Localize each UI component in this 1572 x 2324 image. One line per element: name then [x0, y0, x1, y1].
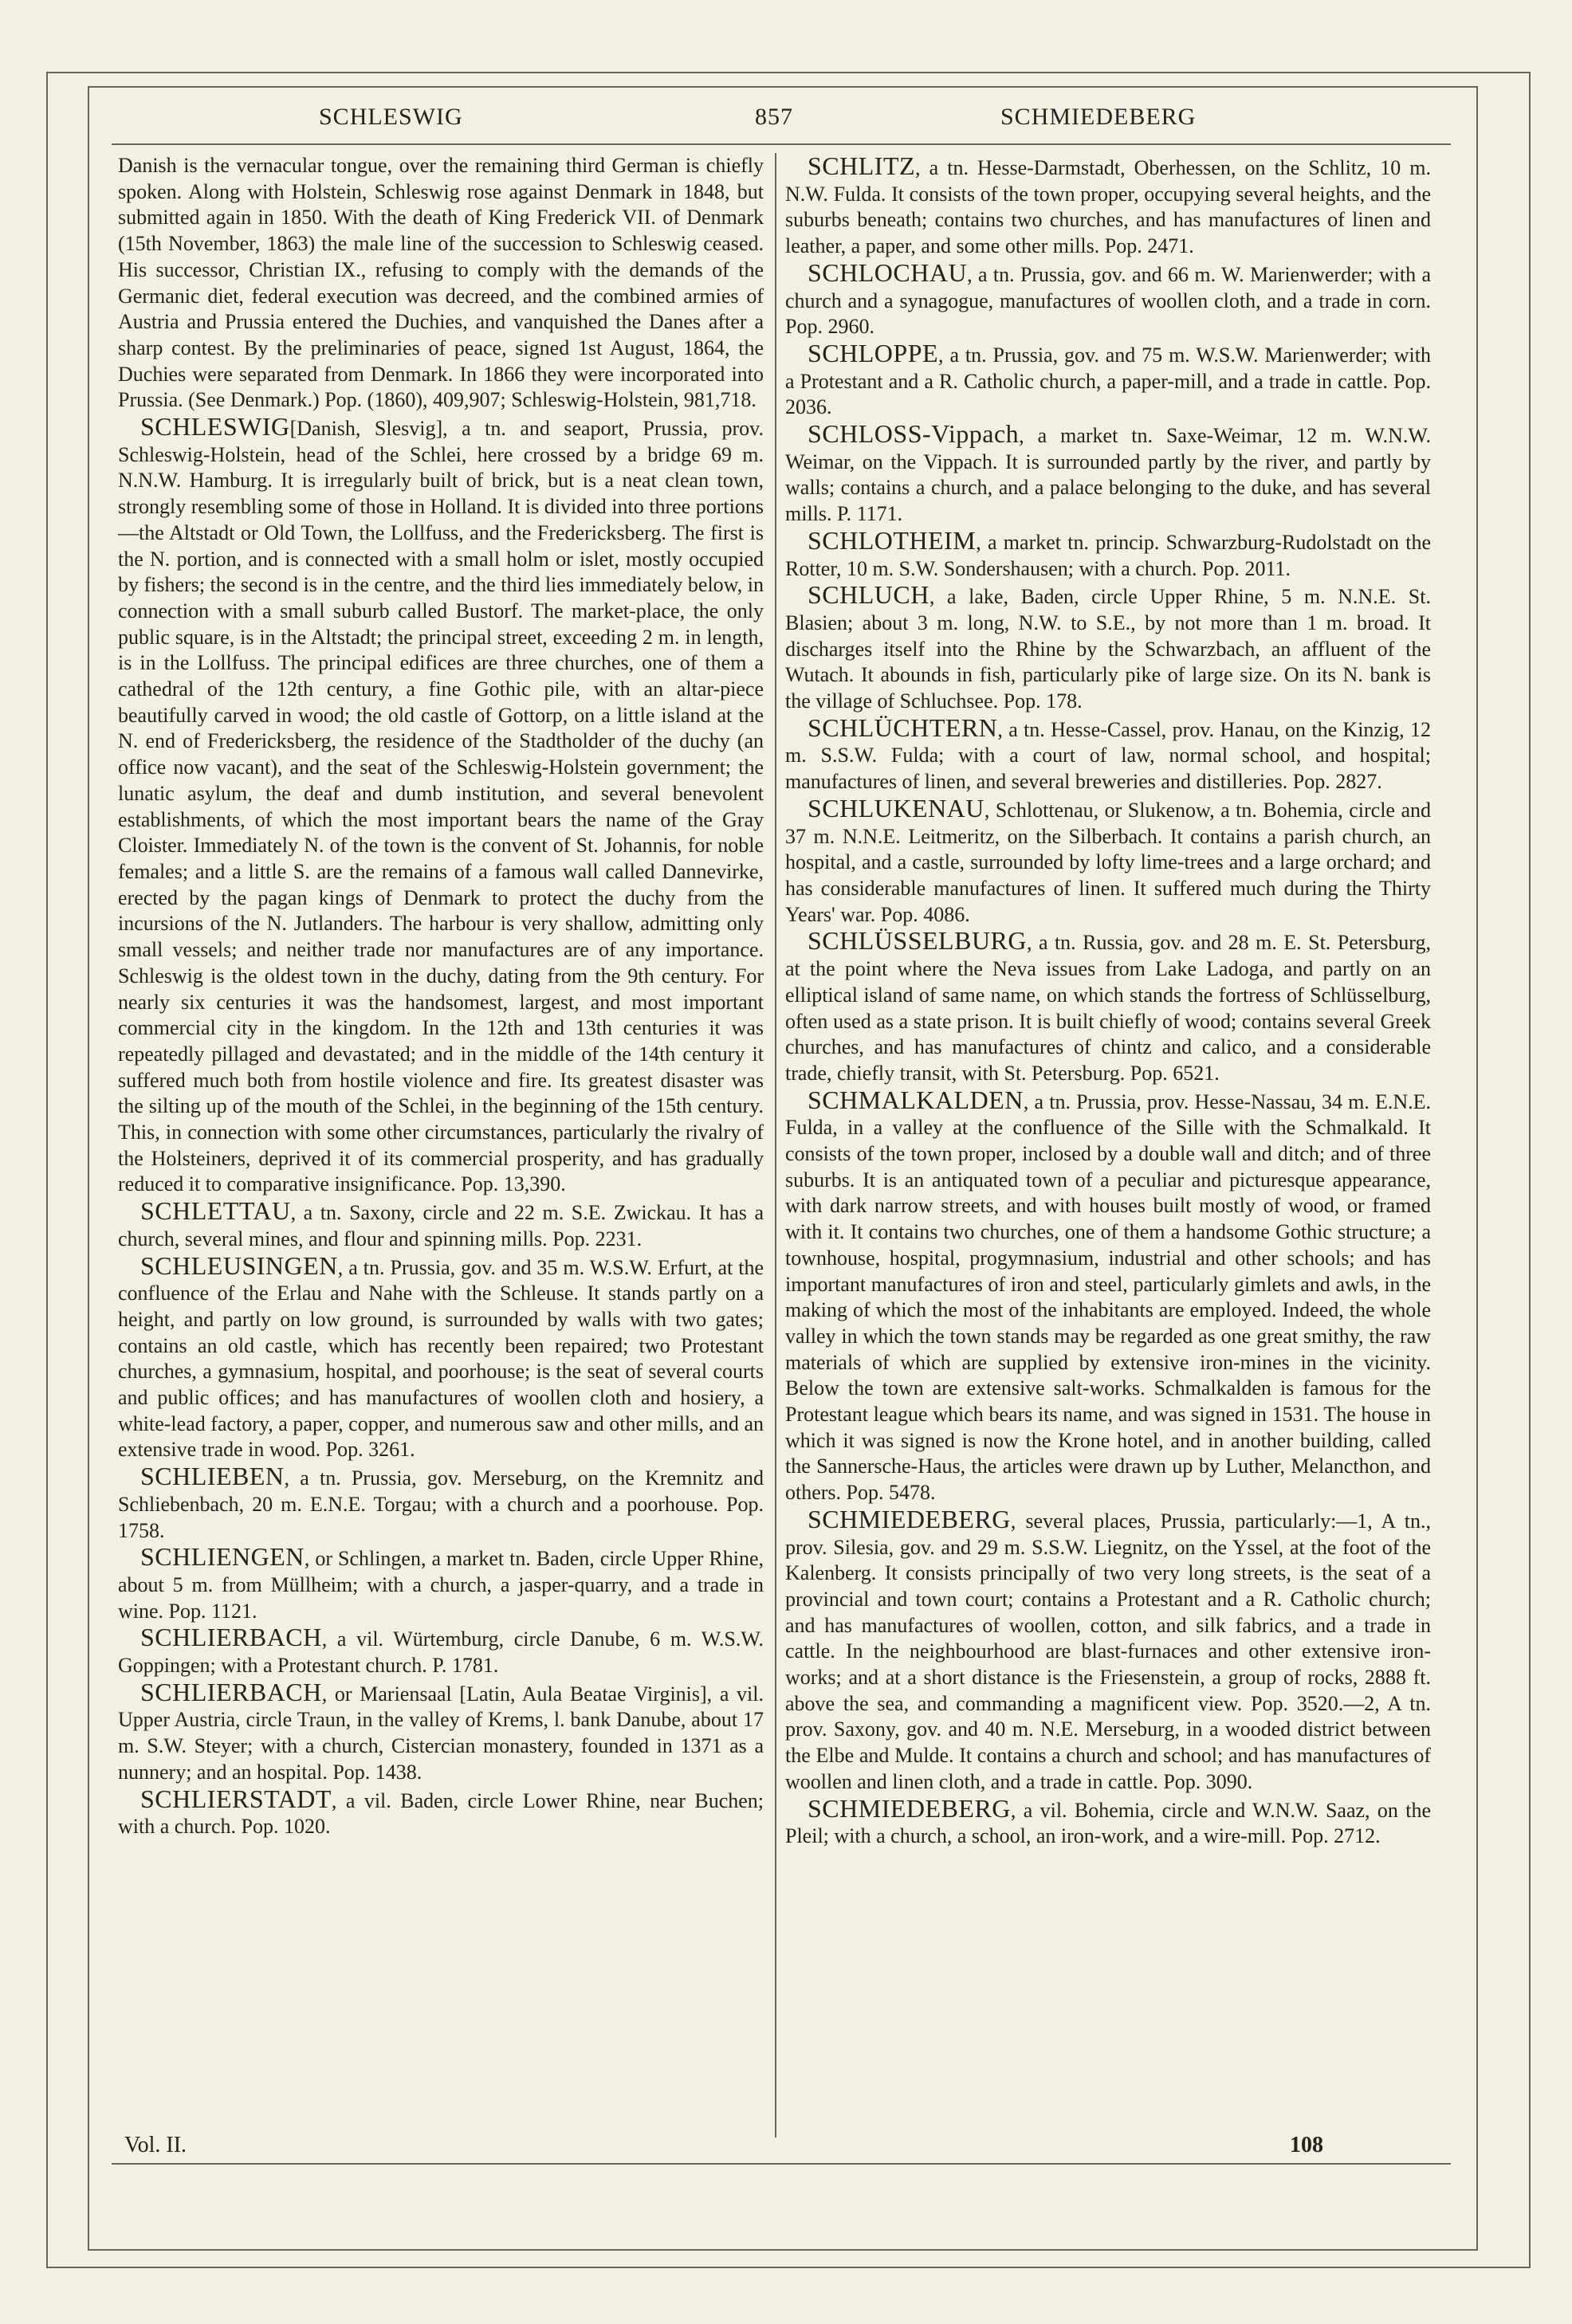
- entry-headword: SCHLESWIG: [140, 412, 290, 442]
- entry-text: , a tn. Hesse-Cassel, prov. Hanau, on the Kinzig, 12 m. S.S.W. Fulda; with a court of law, normal school, and hospital; manufactures of linen, and several breweries and distilleries. Pop. 2827.: [785, 717, 1431, 794]
- entry-text: , a tn. Prussia, gov. and 66 m. W. Marienwerder; with a church and a synagogue, manufactures of woollen cloth, and a trade in corn. Pop. 2960.: [785, 262, 1431, 339]
- entry-headword: SCHLEUSINGEN: [140, 1250, 338, 1280]
- page-footer: [118, 2133, 1457, 2161]
- entry-headword: SCHMIEDEBERG: [808, 1793, 1011, 1823]
- entry-text: , a tn. Prussia, gov. and 35 m. W.S.W. Erfurt, at the confluence of the Erlau and Nahe with the Schleuse. It stands partly on a height, and partly on low ground, is surrounded by walls with two gates; contains an old castle, which has recently been repaired; two Protestant churches, a gymnasium, hospital, and poorhouse; is the seat of several courts and public offices; and has manufactures of woollen cloth and hosiery, a white-lead factory, a paper, copper, and numerous saw and other mills, and an extensive trade in wood. Pop. 3261.: [118, 1255, 764, 1462]
- entry-text: , a vil. Bohemia, circle and W.N.W. Saaz, on the Pleil; with a church, a school, an iron-work, and a wire-mill. Pop. 2712.: [785, 1798, 1431, 1848]
- entry-headword: SCHLIERBACH: [140, 1677, 322, 1706]
- entry-text: , a market tn. princip. Schwarzburg-Rudolstadt on the Rotter, 10 m. S.W. Sondershausen; with a church. Pop. 2011.: [785, 530, 1431, 580]
- left-column: [118, 153, 764, 2128]
- entry-headword: SCHMALKALDEN: [808, 1085, 1024, 1114]
- entry-text: , a tn. Saxony, circle and 22 m. S.E. Zwickau. It has a church, several mines, and flour and spinning mills. Pop. 2231.: [118, 1201, 764, 1250]
- entry-text: Danish is the vernacular tongue, over the remaining third German is chiefly spoken. Along with Holstein, Schleswig rose against Denmark in 1848, but submitted again in 1850. With the death of King Frederick VII. of Denmark (15th November, 1863) the male line of the succession to Schleswig ceased. His successor, Christian IX., refusing to comply with the demands of the Germanic diet, federal execution was decreed, and the combined armies of Austria and Prussia entered the Duchies, and vanquished the Danes after a sharp contest. By the preliminaries of peace, signed 1st August, 1864, the Duchies were separated from Denmark. In 1866 they were incorporated into Prussia. (See Denmark.) Pop. (1860), 409,907; Schleswig-Holstein, 981,718.: [118, 154, 764, 412]
- header-left-guideword: SCHLESWIG: [319, 104, 463, 130]
- entry-text: , a vil. Baden, circle Lower Rhine, near Buchen; with a church. Pop. 1020.: [118, 1788, 764, 1839]
- gazetteer-entry: [785, 1087, 1431, 1506]
- entry-headword: SCHLETTAU: [140, 1196, 291, 1226]
- gazetteer-entry: [785, 1793, 1431, 1850]
- entry-headword: SCHLÜSSELBURG: [808, 926, 1027, 956]
- gazetteer-entry: [785, 421, 1431, 528]
- column-divider: [775, 153, 776, 2138]
- entry-headword: SCHLIEBEN: [140, 1462, 285, 1491]
- gazetteer-entry: [785, 257, 1431, 340]
- entry-headword: SCHLUCH: [808, 580, 929, 610]
- gazetteer-entry: [785, 928, 1431, 1086]
- entry-text: , Schlottenau, or Slukenow, a tn. Bohemia, circle and 37 m. N.N.E. Leitmeritz, on the Silberbach. It contains a parish church, an hospital, and a castle, surrounded by lofty lime-trees and a large orchard; and has considerable manufactures of linen. It suffered much during the Thirty Years' war. Pop. 4086.: [785, 798, 1431, 926]
- entry-headword: SCHLOTHEIM: [808, 525, 977, 555]
- entry-headword: SCHLIERBACH: [140, 1623, 322, 1652]
- gazetteer-entry: [118, 1624, 764, 1678]
- entry-text: , or Mariensaal [Latin, Aula Beatae Virginis], a vil. Upper Austria, circle Traun, in the valley of Krems, l. bank Danube, about 17 m. S.W. Steyer; with a church, Cistercian monastery, founded in 1371 as a nunnery; and an hospital. Pop. 1438.: [118, 1682, 764, 1784]
- entry-text: , a market tn. Saxe-Weimar, 12 m. W.N.W. Weimar, on the Vippach. It is surrounded partly by the river, and partly by walls; contains a church, and a palace belonging to the duke, and has several mills. P. 1171.: [785, 424, 1431, 526]
- gazetteer-entry: [785, 582, 1431, 715]
- entry-text: , several places, Prussia, particularly:—1, A tn., prov. Silesia, gov. and 29 m. S.S.W. Liegnitz, on the Yssel, at the foot of the Kalenberg. It consists principally of two very long streets, is the seat of a provincial and town court; contains a Protestant and a R. Catholic church; and has manufactures of woollen, cotton, and silk fabrics, and a trade in cattle. In the neighbourhood are blast-furnaces and other extensive iron-works; and at a short distance is the Friesenstein, a group of rocks, 2888 ft. above the sea, and commanding a magnificent view. Pop. 3520.—2, A tn. prov. Saxony, gov. and 40 m. N.E. Merseburg, in a wooded district between the Elbe and Mulde. It contains a church and school; and has manufactures of woollen and linen cloth, and a trade in cattle. Pop. 3090.: [785, 1509, 1431, 1793]
- running-header: [120, 97, 1443, 137]
- entry-text: , a tn. Prussia, gov. Merseburg, on the Kremnitz and Schliebenbach, 20 m. E.N.E. Torgau; with a church and a poorhouse. Pop. 1758.: [118, 1466, 764, 1542]
- entry-text: , a tn. Hesse-Darmstadt, Oberhessen, on the Schlitz, 10 m. N.W. Fulda. It consists of the town proper, occupying several heights, and the suburbs beneath; contains two churches, and has manufactures of linen and leather, a paper, and some other mills. Pop. 2471.: [785, 156, 1431, 258]
- gazetteer-entry: [118, 1679, 764, 1786]
- gazetteer-entry: [785, 795, 1431, 928]
- gazetteer-entry: [118, 414, 764, 1198]
- header-right-guideword: SCHMIEDEBERG: [1000, 104, 1197, 130]
- gazetteer-entry: [118, 153, 764, 414]
- right-column: [785, 153, 1431, 2128]
- signature-mark: 108: [1290, 2133, 1323, 2157]
- entry-headword: SCHLOCHAU: [808, 257, 968, 287]
- gazetteer-entry: [118, 1786, 764, 1840]
- gazetteer-entry: [785, 1506, 1431, 1796]
- entry-headword: SCHLÜCHTERN: [808, 713, 998, 742]
- gazetteer-entry: [785, 340, 1431, 421]
- gazetteer-entry: [785, 715, 1431, 795]
- entry-text: , a vil. Würtemburg, circle Danube, 6 m. W.S.W. Goppingen; with a Protestant church. P. 1781.: [118, 1627, 764, 1678]
- header-rule: [112, 143, 1451, 145]
- entry-text: , a lake, Baden, circle Upper Rhine, 5 m. N.N.E. St. Blasien; about 3 m. long, N.W. to S.E., by not more than 1 m. broad. It discharges itself into the Rhine by the Schwarzbach, an affluent of the Wutach. It abounds in fish, particularly pike of large size. On its N. bank is the village of Schluchsee. Pop. 178.: [785, 585, 1431, 713]
- gazetteer-entry: [785, 153, 1431, 260]
- gazetteer-entry: [785, 525, 1431, 582]
- gazetteer-entry: [118, 1198, 764, 1252]
- entry-text: [Danish, Slesvig], a tn. and seaport, Prussia, prov. Schleswig-Holstein, head of the Schlei, here crossed by a bridge 69 m. N.N.W. Hamburg. It is irregularly built of brick, but is a neat clean town, strongly resembling some of those in Holland. It is divided into three portions—the Altstadt or Old Town, the Lollfuss, and the Fredericksberg. The first is the N. portion, and is connected with a small holm or islet, mostly occupied by fishers; the second is in the centre, and the third lies immediately below, in connection with a small suburb called Bustorf. The market-place, the only public square, is in the Altstadt; the principal street, exceeding 2 m. in length, is in the Lollfuss. The principal edifices are three churches, one of them a cathedral of the 12th century, a fine Gothic pile, with an altar-piece beautifully carved in wood; the old castle of Gottorp, on a little island at the N. end of Fredericksberg, the residence of the Stadtholder of the duchy (an office now vacant), and the seat of the Schleswig-Holstein government; the lunatic asylum, the deaf and dumb institution, and several benevolent establishments, of which the most important bears the name of the Gray Cloister. Immediately N. of the town is the convent of St. Johannis, for noble females; and a little S. are the remains of a famous wall called Dannevirke, erected by the pagan kings of Denmark to protect the duchy from the incursions of the N. Jutlanders. The harbour is very shallow, admitting only small vessels; and neither trade nor manufactures are of any importance. Schleswig is the oldest town in the duchy, dating from the 9th century. For nearly six centuries it was the handsomest, largest, and most important commercial city in the kingdom. In the 12th and 13th centuries it was repeatedly pillaged and devastated; and in the middle of the 14th century it suffered much both from hostile violence and fire. Its greatest disaster was the silting up of the mouth of the Schlei, in the beginning of the 15th century. This, in connection with some other circumstances, particularly the rivalry of the Holsteiners, deprived it of its commercial prosperity, and has gradually reduced it to comparative insignificance. Pop. 13,390.: [118, 417, 764, 1196]
- entry-text: , a tn. Prussia, gov. and 75 m. W.S.W. Marienwerder; with a Protestant and a R. Catholic church, a paper-mill, and a trade in cattle. Pop. 2036.: [785, 343, 1431, 419]
- entry-headword: SCHLOSS-Vippach: [808, 419, 1020, 449]
- volume-label: Vol. II.: [124, 2133, 187, 2157]
- entry-text: , a tn. Prussia, prov. Hesse-Nassau, 34 m. E.N.E. Fulda, in a valley at the confluence of the Sille with the Schmalkald. It consists of the town proper, inclosed by a double wall and ditch; and of three suburbs. It is an antiquated town of a peculiar and picturesque appearance, with dark narrow streets, and with houses built mostly of wood, or framed with it. It contains two churches, one of them a handsome Gothic structure; a townhouse, hospital, progymnasium, industrial and other schools; and has important manufactures of iron and steel, particularly gimlets and awls, in the making of which the most of the inhabitants are employed. Indeed, the whole valley in which the town stands may be regarded as one great smithy, the raw materials of which are supplied by extensive iron-mines in the vicinity. Below the town are extensive salt-works. Schmalkalden is famous for the Protestant league which bears its name, and was signed in 1531. The house in which it was signed is now the Krone hotel, and in another building, called the Sannersche-Haus, the articles were drawn up by Luther, Melancthon, and others. Pop. 5478.: [785, 1089, 1431, 1505]
- entry-text: , a tn. Russia, gov. and 28 m. E. St. Petersburg, at the point where the Neva issues from Lake Ladoga, and partly on an elliptical island of same name, on which stands the fortress of Schlüsselburg, often used as a state prison. It is built chiefly of wood; contains several Greek churches, and has manufactures of chintz and calico, and a considerable trade, chiefly transit, with St. Petersburg. Pop. 6521.: [785, 931, 1431, 1085]
- entry-text: , or Schlingen, a market tn. Baden, circle Upper Rhine, about 5 m. from Müllheim; with a church, a jasper-quarry, and a trade in wine. Pop. 1121.: [118, 1547, 764, 1623]
- entry-headword: SCHLIERSTADT: [140, 1784, 332, 1813]
- footer-rule: [112, 2163, 1451, 2165]
- entry-headword: SCHLOPPE: [808, 338, 939, 367]
- entry-headword: SCHLUKENAU: [808, 793, 984, 822]
- gazetteer-entry: [118, 1250, 764, 1464]
- gazetteer-entry: [118, 1544, 764, 1624]
- page-number: 857: [755, 104, 793, 130]
- entry-headword: SCHLIENGEN: [140, 1542, 305, 1572]
- gazetteer-entry: [118, 1463, 764, 1544]
- entry-headword: SCHMIEDEBERG: [808, 1504, 1011, 1533]
- entry-headword: SCHLITZ: [808, 153, 916, 180]
